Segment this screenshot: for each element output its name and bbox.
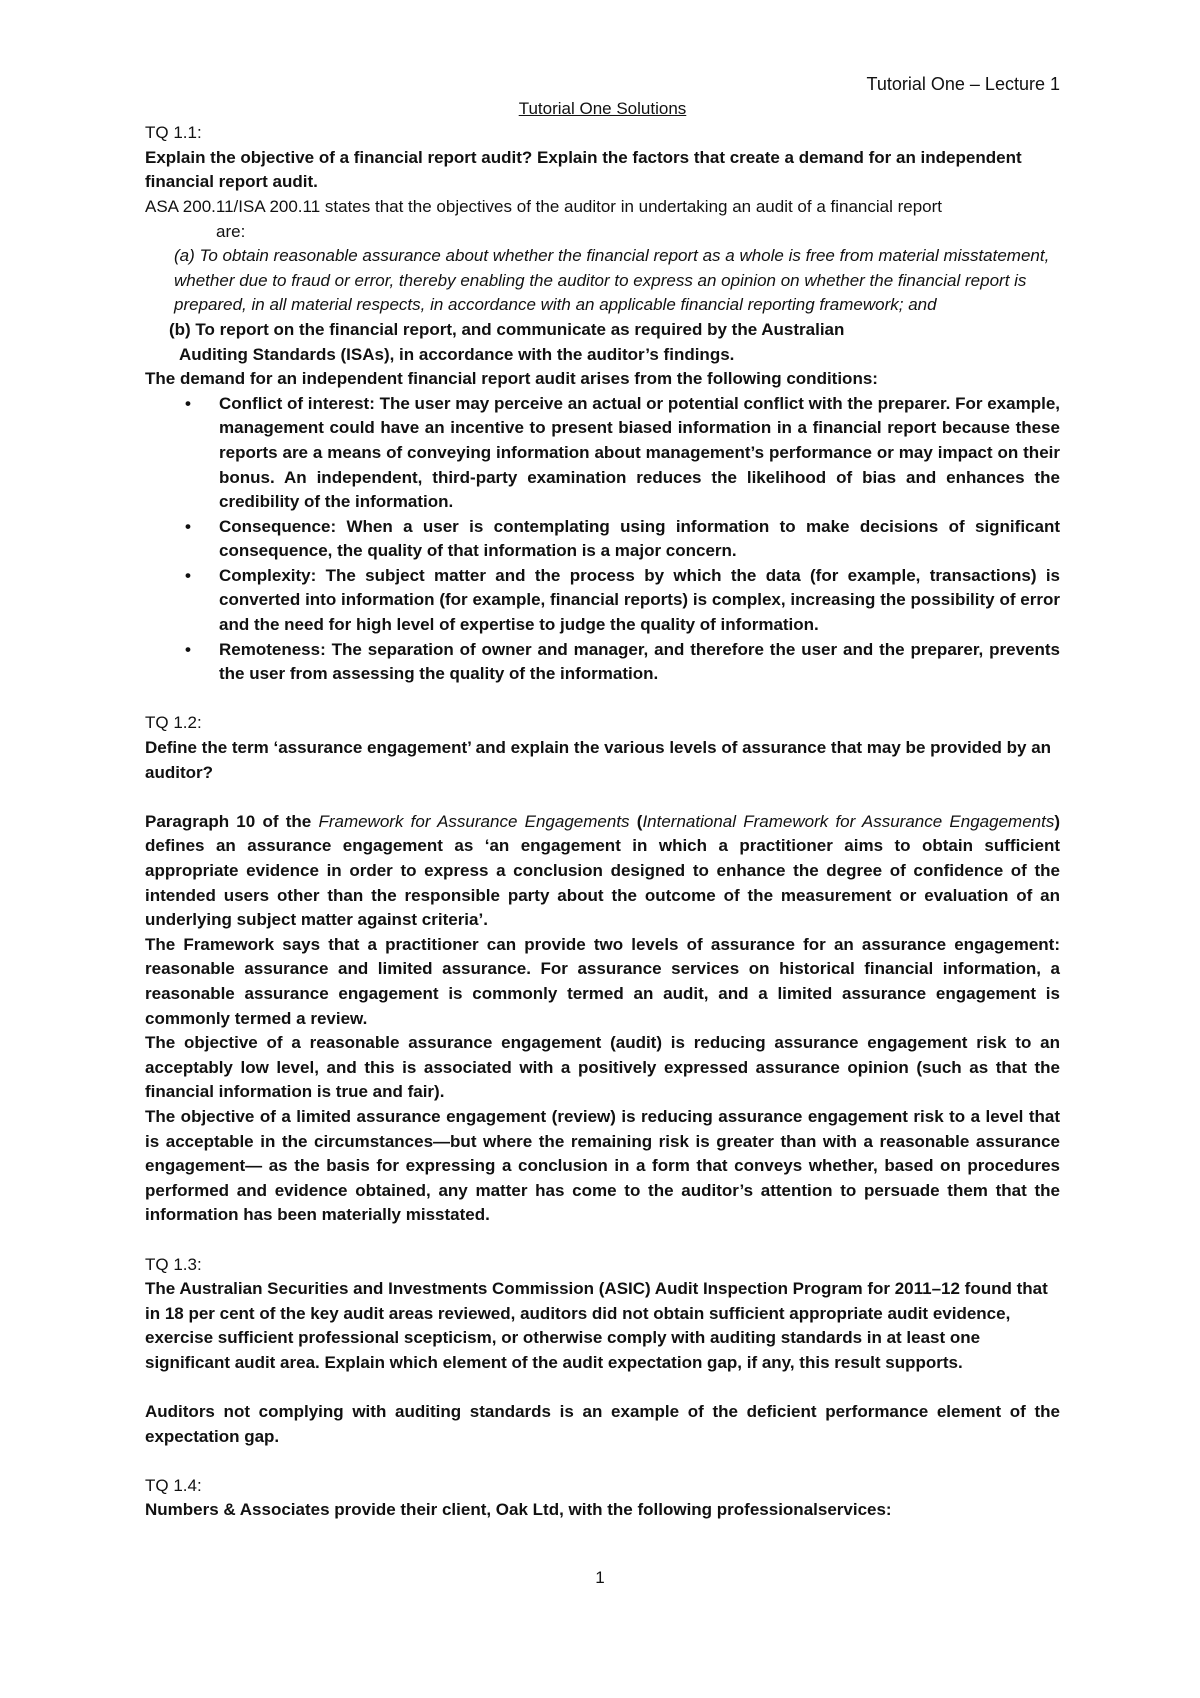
- answer-paragraph: Auditors not complying with auditing standards is an example of the deficient performance element of the expectation gap.: [145, 1402, 1060, 1446]
- paragraph: ASA 200.11/ISA 200.11 states that the objectives of the auditor in undertaking an audit of a financial report: [145, 196, 943, 216]
- question-text: The Australian Securities and Investments Commission (ASIC) Audit Inspection Program for 2011–12 found that in 18 per cent of the key audit areas reviewed, auditors did not obtain sufficient appropriate audit evidence, exercise sufficient professional scepticism, or otherwise comply with auditing standards in at least one significant audit area. Explain which element of the audit expectation gap, if any, this result supports.: [145, 1279, 1048, 1372]
- list-item-text: Conflict of interest: The user may perceive an actual or potential conflict with the preparer. For example, management could have an incentive to present biased information in a financial report because these reports are a means of conveying information about management’s performance or may impact on their bonus. An independent, third-party examination reduces the likelihood of bias and enhances the credibility of the information.: [219, 393, 1060, 512]
- paragraph: [145, 810, 1060, 933]
- objective-a: (a) To obtain reasonable assurance about whether the financial report as a whole is free from material misstatement, whether due to fraud or error, thereby enabling the auditor to express an opinion on whether the financial report is prepared, in all material respects, in accordance with an applicable financial reporting framework; and: [174, 246, 1050, 315]
- section-tq-1-2: [145, 711, 1060, 1227]
- bullet-icon: •: [185, 639, 191, 659]
- section-tq-1-1: [145, 121, 1060, 687]
- objective-b: (b) To report on the financial report, and communicate as required by the Australian: [169, 319, 845, 339]
- question-text: Define the term ‘assurance engagement’ and explain the various levels of assurance that may be provided by an auditor?: [145, 738, 1052, 782]
- text-run-italic: International Framework for Assurance Engagements: [642, 811, 1055, 831]
- page-header: Tutorial One – Lecture 1: [866, 74, 1060, 94]
- bullet-list: [145, 392, 1060, 687]
- page-number: 1: [595, 1568, 605, 1587]
- list-item: [145, 564, 1060, 638]
- list-item: [145, 392, 1060, 515]
- text-run-italic: Framework for Assurance Engagements: [318, 811, 630, 831]
- paragraph: The objective of a limited assurance engagement (review) is reducing assurance engagement risk to a level that is acceptable in the circumstances—but where the remaining risk is greater than with a reasonable assurance engagement— as the basis for expressing a conclusion in a form that conveys whether, based on procedures performed and evidence obtained, any matter has come to the auditor’s attention to persuade them that the information has been materially misstated.: [145, 1106, 1060, 1225]
- question-text: Explain the objective of a financial report audit? Explain the factors that create a demand for an independent financial report audit.: [145, 147, 1022, 192]
- paragraph: The objective of a reasonable assurance engagement (audit) is reducing assurance engagement risk to an acceptably low level, and this is associated with a positively expressed assurance opinion (such as that the financial information is true and fair).: [145, 1033, 1060, 1102]
- demand-intro: The demand for an independent financial report audit arises from the following conditions:: [145, 369, 878, 389]
- page-title: Tutorial One Solutions: [518, 98, 687, 118]
- paragraph-continuation: are:: [216, 221, 246, 241]
- question-label: TQ 1.1:: [145, 123, 202, 143]
- objective-b-continuation: Auditing Standards (ISAs), in accordance with the auditor’s findings.: [179, 344, 735, 364]
- section-tq-1-3: [145, 1253, 1060, 1450]
- question-label: TQ 1.3:: [145, 1254, 202, 1274]
- question-text: Numbers & Associates provide their client, Oak Ltd, with the following professionalservices:: [145, 1500, 892, 1520]
- text-run: Paragraph 10 of the: [145, 811, 319, 831]
- text-run: ) defines an assurance engagement as ‘an engagement in which a practitioner aims to obtain sufficient appropriate evidence in order to express a conclusion designed to enhance the degree of confidence of the intended users other than the responsible party about the outcome of the measurement or evaluation of an underlying subject matter against criteria’.: [145, 811, 1061, 930]
- bullet-icon: •: [185, 565, 191, 585]
- paragraph: The Framework says that a practitioner can provide two levels of assurance for an assurance engagement: reasonable assurance and limited assurance. For assurance services on historical financial information, a reasonable assurance engagement is commonly termed an audit, and a limited assurance engagement is commonly termed a review.: [145, 934, 1060, 1028]
- text-run: (: [629, 811, 643, 831]
- list-item-text: Consequence: When a user is contemplating using information to make decisions of significant consequence, the quality of that information is a major concern.: [219, 516, 1060, 561]
- bullet-icon: •: [185, 393, 191, 413]
- list-item-text: Complexity: The subject matter and the process by which the data (for example, transactions) is converted into information (for example, financial reports) is complex, increasing the possibility of error and the need for high level of expertise to judge the quality of information.: [219, 565, 1060, 635]
- section-tq-1-4: [145, 1474, 1060, 1523]
- list-item: [145, 515, 1060, 564]
- list-item: [145, 638, 1060, 687]
- question-label: TQ 1.4:: [145, 1475, 202, 1495]
- question-label: TQ 1.2:: [145, 713, 202, 733]
- list-item-text: Remoteness: The separation of owner and manager, and therefore the user and the preparer, prevents the user from assessing the quality of the information.: [219, 639, 1060, 684]
- page-content: [145, 72, 1060, 1523]
- bullet-icon: •: [185, 516, 191, 536]
